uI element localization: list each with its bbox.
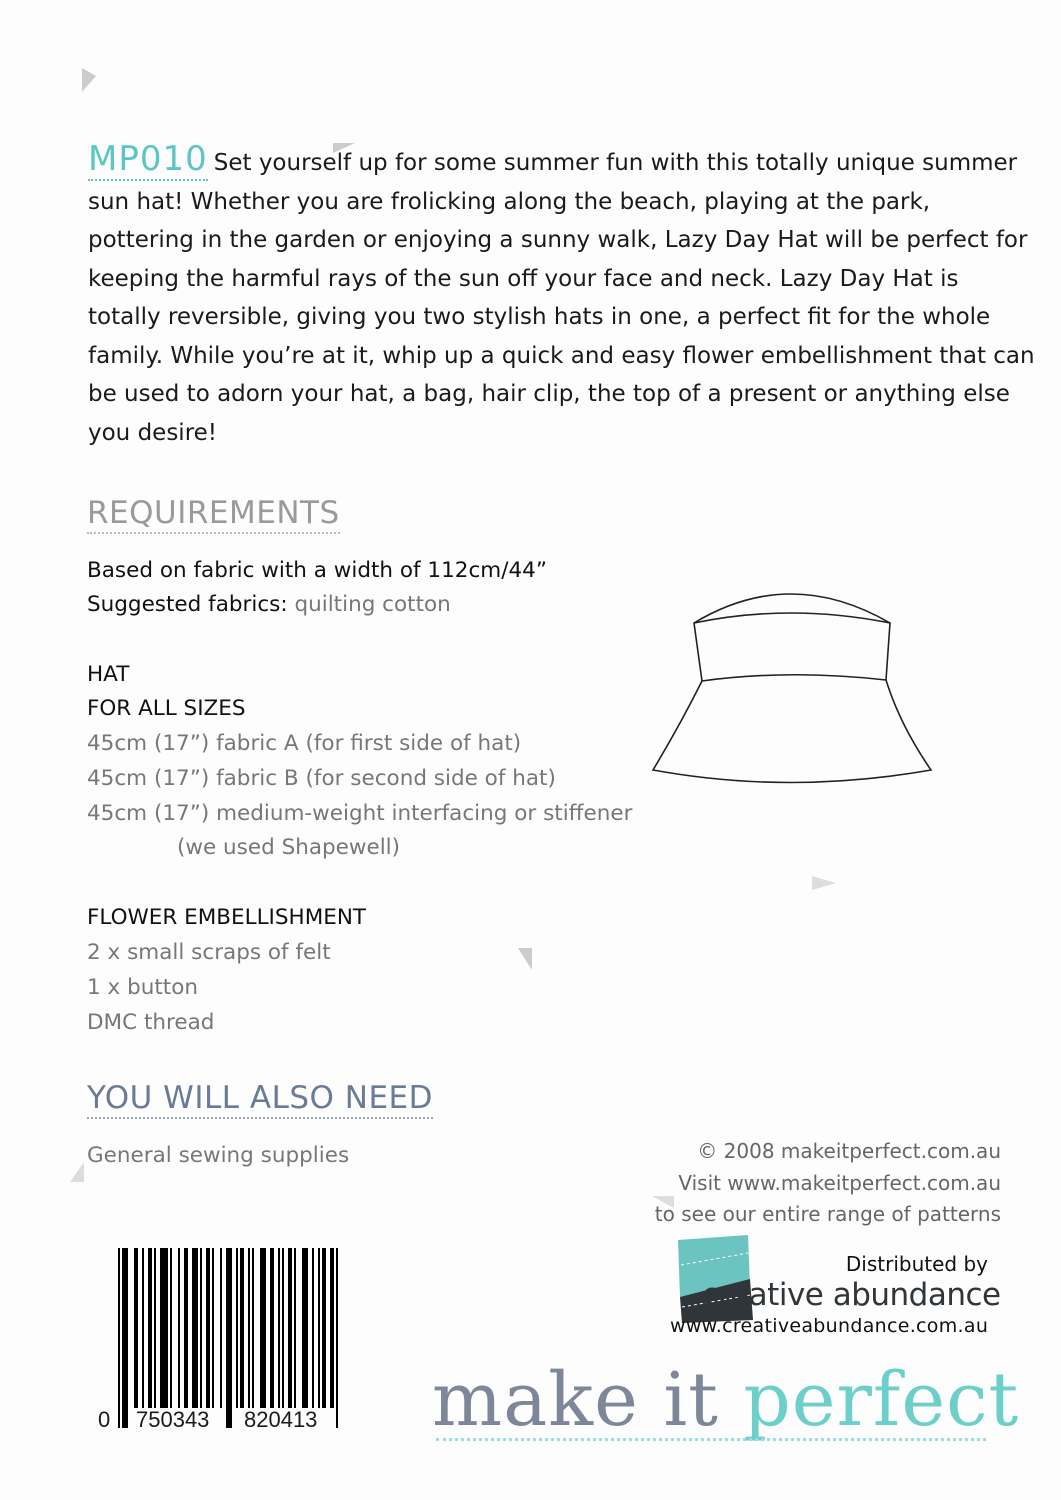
suggested-label: Suggested fabrics: <box>87 592 288 617</box>
barcode-bar <box>312 1248 314 1408</box>
barcode-bar <box>200 1248 202 1408</box>
distributor-name: creative abundance <box>702 1277 1001 1313</box>
barcode-bar <box>192 1248 198 1408</box>
barcode-left-digits: 750343 <box>136 1407 210 1432</box>
barcode-bar <box>288 1248 292 1408</box>
barcode-bar <box>170 1248 172 1408</box>
barcode-bar <box>160 1248 168 1408</box>
requirements-heading: REQUIREMENTS <box>87 495 340 534</box>
barcode-bar <box>248 1248 250 1408</box>
make-it-perfect-logo <box>432 1357 1020 1443</box>
hat-heading: HAT <box>87 662 130 687</box>
decorative-triangle <box>70 1162 84 1182</box>
decorative-triangle <box>518 948 532 970</box>
barcode-bar <box>294 1248 296 1408</box>
hat-item: 45cm (17”) fabric B (for second side of hat) <box>87 766 556 791</box>
barcode-bar <box>270 1248 274 1408</box>
barcode-bar <box>220 1248 222 1408</box>
hat-item: 45cm (17”) medium-weight interfacing or stiffener <box>87 801 633 826</box>
hat-note: (we used Shapewell) <box>177 835 401 860</box>
range-line: to see our entire range of patterns <box>654 1202 1001 1226</box>
barcode-bar <box>226 1248 232 1428</box>
barcode-bar <box>282 1248 284 1408</box>
barcode-bar <box>148 1248 152 1408</box>
barcode-bar <box>240 1248 244 1408</box>
distributed-by: Distributed by <box>845 1252 988 1276</box>
visit-line: Visit www.makeitperfect.com.au <box>678 1170 1001 1195</box>
also-need-heading: YOU WILL ALSO NEED <box>87 1080 433 1119</box>
flower-item: 1 x button <box>87 975 198 1000</box>
barcode-bar <box>206 1248 210 1408</box>
barcode-bar <box>178 1248 180 1408</box>
barcode-bar <box>184 1248 188 1408</box>
suggested-fabrics <box>87 588 451 623</box>
barcode-first-digit: 0 <box>98 1407 111 1432</box>
flower-item: 2 x small scraps of felt <box>87 940 331 965</box>
barcode-bar <box>322 1248 326 1408</box>
barcode-bar <box>302 1248 308 1408</box>
barcode-bar <box>118 1248 120 1428</box>
decorative-triangle <box>82 68 96 92</box>
creative-abundance-logo <box>670 1235 1000 1345</box>
barcode-bar <box>252 1248 254 1408</box>
hat-illustration <box>650 585 935 790</box>
barcode-bar <box>142 1248 144 1408</box>
flower-heading: FLOWER EMBELLISHMENT <box>87 905 367 930</box>
logo-perfect: perfect <box>743 1357 1020 1443</box>
logo-make-it: make it <box>432 1357 719 1443</box>
copyright: © 2008 makeitperfect.com.au <box>697 1139 1001 1163</box>
suggested-value: quilting cotton <box>294 592 451 617</box>
barcode-bar <box>134 1248 138 1408</box>
barcode-bar <box>336 1248 338 1428</box>
fabric-width: Based on fabric with a width of 112cm/44” <box>87 558 547 583</box>
barcode-bar <box>278 1248 280 1408</box>
flower-item: DMC thread <box>87 1010 215 1035</box>
barcode-right-digits: 820413 <box>244 1407 318 1432</box>
hat-item: 45cm (17”) fabric A (for first side of hat) <box>87 731 522 756</box>
barcode-bar <box>236 1248 238 1408</box>
barcode-bars <box>98 1248 348 1428</box>
barcode-bar <box>212 1248 214 1408</box>
barcode-bar <box>260 1248 266 1408</box>
copyright-block <box>655 1136 1001 1231</box>
intro-paragraph <box>88 140 1038 452</box>
distributor-url: www.creativeabundance.com.au <box>670 1315 989 1337</box>
barcode <box>98 1248 348 1438</box>
pattern-code: MP010 <box>88 139 208 179</box>
decorative-triangle <box>812 876 836 890</box>
barcode-bar <box>330 1248 334 1408</box>
intro-text: Set yourself up for some summer fun with this totally unique summer sun hat! Whether you are frolicking along the beach, playing at the park, pottering in the garden or enjoying a sunny walk, Lazy Day Hat will be perfect for keeping the harmful rays of the sun off your face and neck. Lazy Day Hat is totally reversible, giving you two stylish hats in one, a perfect fit for the whole family. While you’re at it, whip up a quick and easy flower embellishment that can be used to adorn your hat, a bag, hair clip, the top of a present or anything else you desire! <box>88 150 1035 446</box>
also-need-item: General sewing supplies <box>87 1143 350 1168</box>
barcode-bar <box>318 1248 320 1408</box>
barcode-bar <box>122 1248 128 1428</box>
sizes-heading: FOR ALL SIZES <box>87 696 246 721</box>
barcode-bar <box>154 1248 156 1408</box>
